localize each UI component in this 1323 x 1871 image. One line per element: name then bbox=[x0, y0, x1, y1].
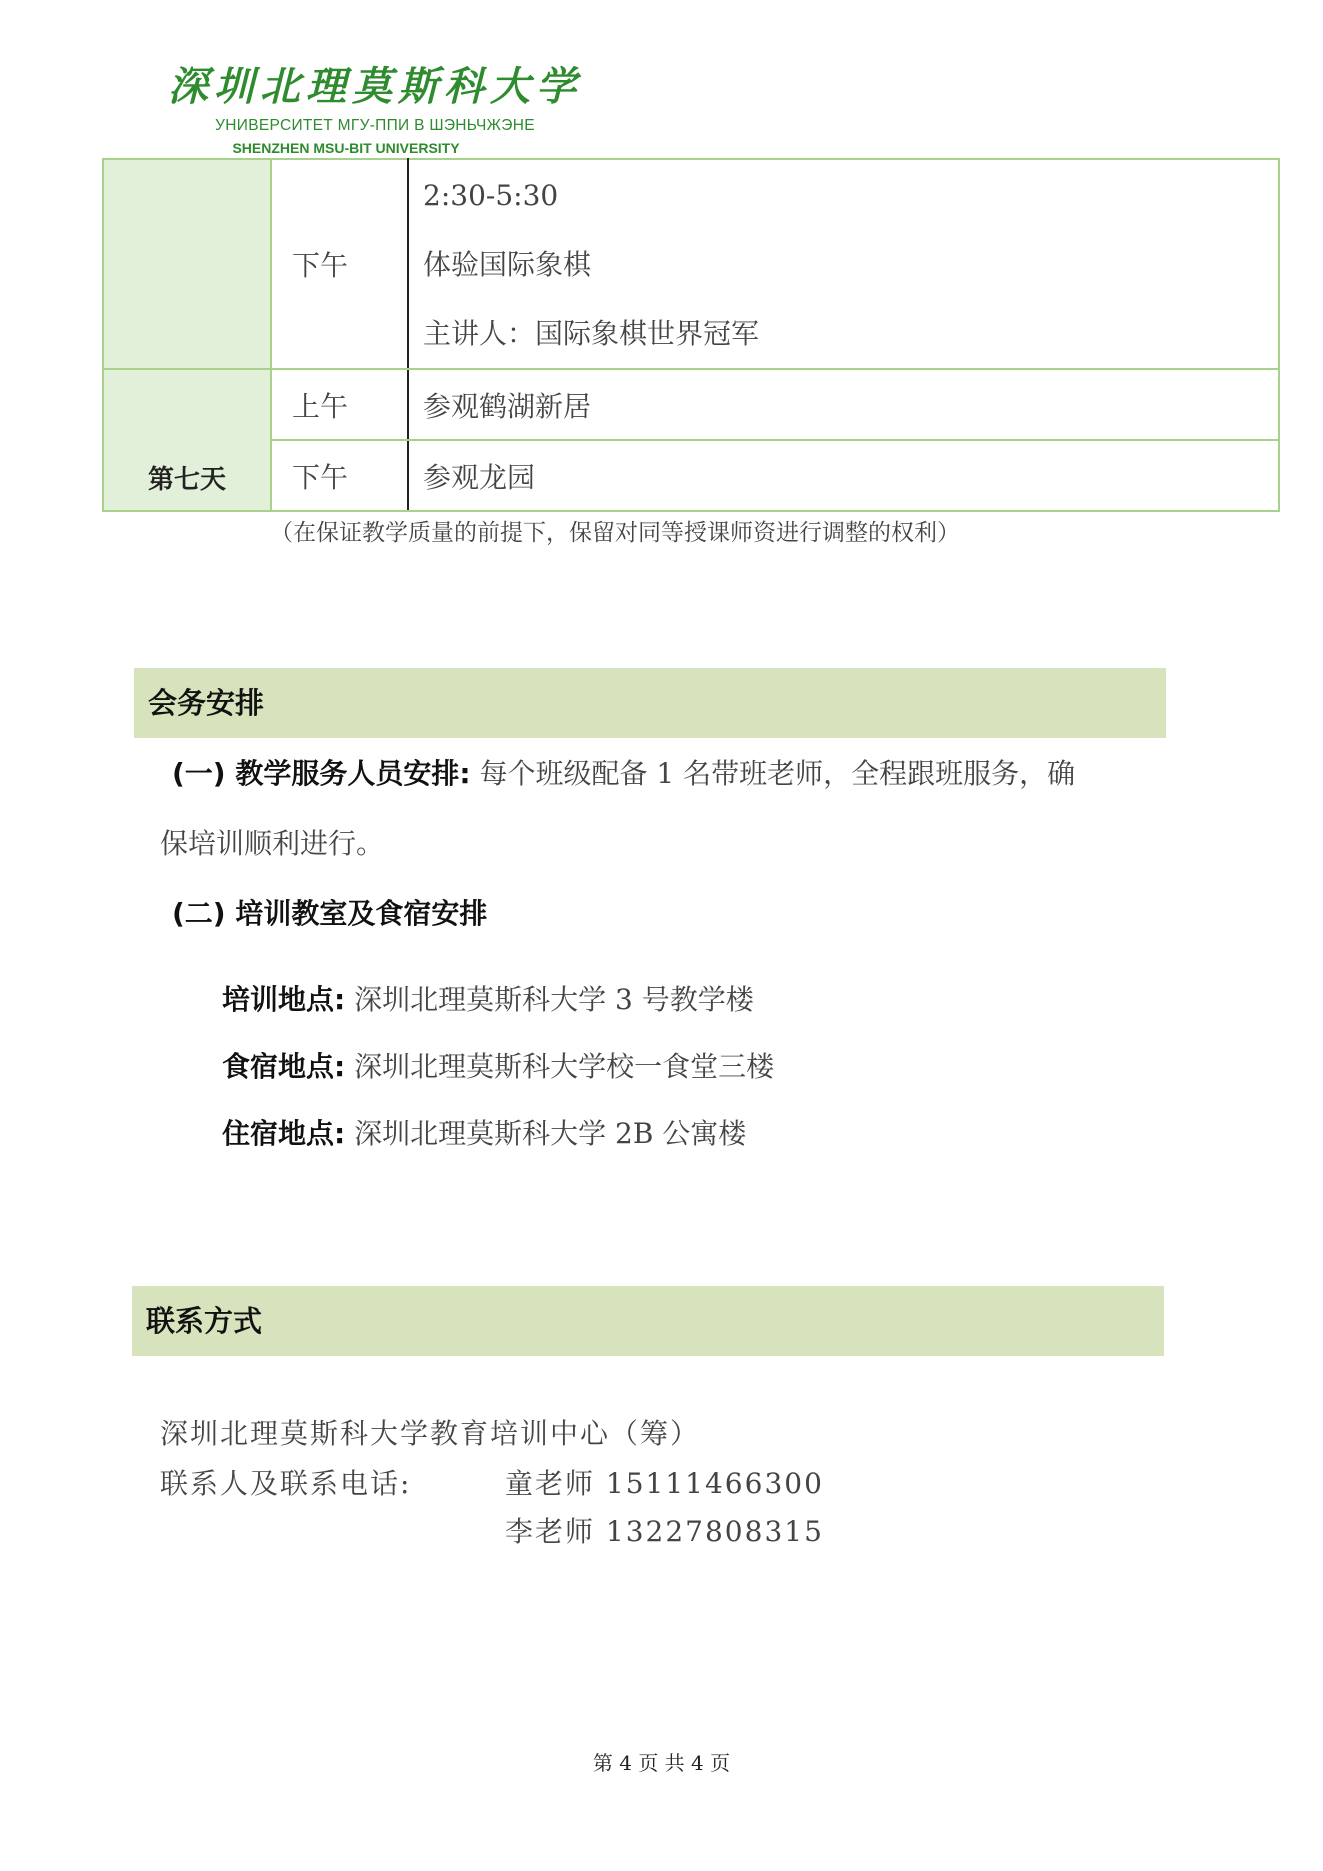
location-label: 住宿地点: bbox=[222, 1117, 346, 1150]
logo-chinese-name: 深圳北理莫斯科大学 bbox=[168, 64, 582, 110]
contact-label: 联系人及联系电话: bbox=[160, 1467, 412, 1500]
location-lodging bbox=[222, 1112, 746, 1152]
logo-russian-name: УНИВЕРСИТЕТ МГУ-ППИ В ШЭНЬЧЖЭНЕ bbox=[215, 117, 535, 134]
staff-arrangement bbox=[172, 756, 1075, 792]
activity-speaker: 主讲人：国际象棋世界冠军 bbox=[423, 316, 760, 350]
location-label: 食宿地点: bbox=[222, 1050, 346, 1083]
schedule-table bbox=[102, 158, 1280, 512]
staff-arrangement-cont: 保培训顺利进行。 bbox=[160, 827, 385, 860]
logo-english-name: SHENZHEN MSU-BIT UNIVERSITY bbox=[232, 140, 460, 156]
period-cell: 下午 bbox=[271, 440, 408, 511]
contact-name: 李老师 bbox=[505, 1515, 596, 1548]
day-cell-day7: 第七天 bbox=[103, 369, 271, 511]
section-title-meeting: 会务安排 bbox=[134, 668, 1166, 738]
contact-person bbox=[505, 1510, 824, 1550]
activity-time: 2:30-5:30 bbox=[423, 178, 559, 212]
activity-cell bbox=[408, 159, 1279, 369]
activity-cell: 参观鹤湖新居 bbox=[408, 369, 1279, 440]
location-value: 深圳北理莫斯科大学 3 号教学楼 bbox=[354, 983, 754, 1016]
table-row bbox=[103, 440, 1279, 511]
contact-phone: 15111466300 bbox=[605, 1467, 824, 1500]
page-footer: 第 4 页 共 4 页 bbox=[592, 1751, 731, 1775]
section-title-contact: 联系方式 bbox=[132, 1286, 1164, 1356]
contact-organization: 深圳北理莫斯科大学教育培训中心（筹） bbox=[160, 1417, 701, 1450]
location-training bbox=[222, 978, 754, 1018]
location-dining bbox=[222, 1045, 774, 1085]
contact-phone: 13227808315 bbox=[605, 1515, 824, 1548]
location-label: 培训地点: bbox=[222, 983, 346, 1016]
university-logo bbox=[165, 62, 585, 157]
activity-name: 体验国际象棋 bbox=[423, 247, 592, 281]
day-cell-previous bbox=[103, 159, 271, 369]
contact-person bbox=[505, 1462, 824, 1502]
classroom-arrangement-heading: (二) 培训教室及食宿安排 bbox=[172, 897, 488, 930]
staff-arrangement-text: 每个班级配备 1 名带班老师，全程跟班服务，确 bbox=[479, 757, 1076, 790]
contact-name: 童老师 bbox=[505, 1467, 596, 1500]
period-cell: 下午 bbox=[271, 159, 408, 369]
staff-arrangement-label: (一) 教学服务人员安排: bbox=[172, 757, 471, 790]
period-cell: 上午 bbox=[271, 369, 408, 440]
table-row bbox=[103, 159, 1279, 369]
location-value: 深圳北理莫斯科大学校一食堂三楼 bbox=[354, 1050, 775, 1083]
schedule-note: （在保证教学质量的前提下，保留对同等授课师资进行调整的权利） bbox=[270, 520, 960, 546]
location-value: 深圳北理莫斯科大学 2B 公寓楼 bbox=[354, 1117, 747, 1150]
table-row bbox=[103, 369, 1279, 440]
activity-cell: 参观龙园 bbox=[408, 440, 1279, 511]
